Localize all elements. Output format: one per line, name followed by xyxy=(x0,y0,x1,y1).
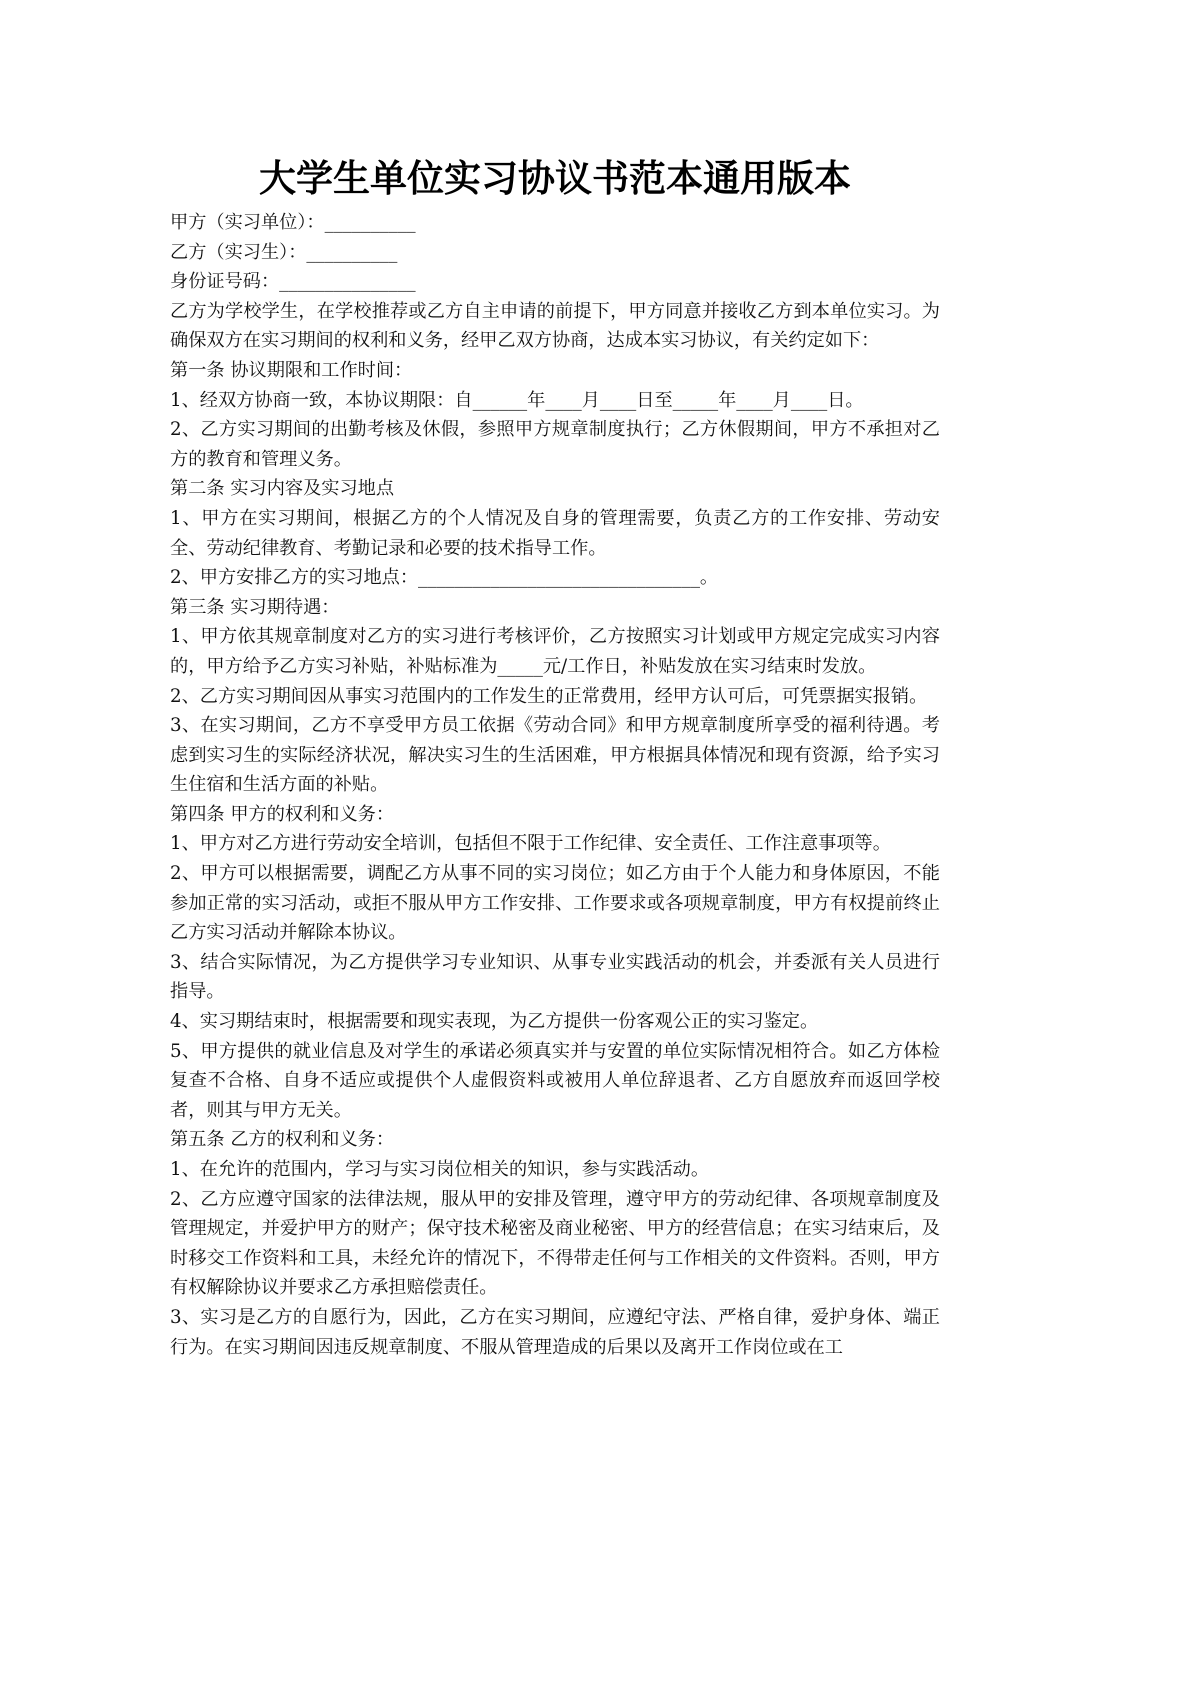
clause: 1、甲方依其规章制度对乙方的实习进行考核评价，乙方按照实习计划或甲方规定完成实习内容的，甲方给予乙方实习补贴，补贴标准为_____元/工作日，补贴发放在实习结束时发放。 xyxy=(170,626,940,677)
header-fields xyxy=(170,208,940,297)
article-heading: 第三条 实习期待遇： xyxy=(170,596,340,618)
party-b-blank: __________ xyxy=(306,241,398,263)
clause: 5、甲方提供的就业信息及对学生的承诺必须真实并与安置的单位实际情况相符合。如乙方体检复查不合格、自身不适应或提供个人虚假资料或被用人单位辞退者、乙方自愿放弃而返回学校者，则其与甲方无关。 xyxy=(170,1040,940,1121)
party-a-label: 甲方（实习单位）： xyxy=(170,212,325,233)
clause: 1、经双方协商一致，本协议期限：自______年____月____日至_____年____月____日。 xyxy=(170,389,864,411)
article-1 xyxy=(170,356,940,474)
clause: 1、甲方对乙方进行劳动安全培训，包括但不限于工作纪律、安全责任、工作注意事项等。 xyxy=(170,833,891,855)
clause: 1、甲方在实习期间，根据乙方的个人情况及自身的管理需要，负责乙方的工作安排、劳动安全、劳动纪律教育、考勤记录和必要的技术指导工作。 xyxy=(170,507,940,559)
party-b-label: 乙方（实习生）： xyxy=(170,241,307,263)
clause: 1、在允许的范围内，学习与实习岗位相关的知识，参与实践活动。 xyxy=(170,1159,710,1180)
clause: 4、实习期结束时，根据需要和现实表现，为乙方提供一份客观公正的实习鉴定。 xyxy=(170,1011,819,1033)
clause: 2、甲方安排乙方的实习地点：_______________________________。 xyxy=(170,567,719,589)
document-page xyxy=(170,150,940,1362)
party-b-field xyxy=(170,238,940,268)
article-heading: 第五条 乙方的权利和义务： xyxy=(170,1129,395,1151)
id-number-label: 身份证号码： xyxy=(170,271,280,293)
id-number-field xyxy=(170,267,940,297)
article-3 xyxy=(170,593,940,800)
preamble-paragraph: 乙方为学校学生，在学校推荐或乙方自主申请的前提下，甲方同意并接收乙方到本单位实习。为确保双方在实习期间的权利和义务，经甲乙双方协商，达成本实习协议，有关约定如下： xyxy=(170,300,940,352)
article-heading: 第四条 甲方的权利和义务： xyxy=(170,803,395,825)
clause: 3、结合实际情况，为乙方提供学习专业知识、从事专业实践活动的机会，并委派有关人员进行指导。 xyxy=(170,951,940,1003)
document-title: 大学生单位实习协议书范本通用版本 xyxy=(259,157,851,200)
clause: 2、甲方可以根据需要，调配乙方从事不同的实习岗位；如乙方由于个人能力和身体原因，不能参加正常的实习活动，或拒不服从甲方工作安排、工作要求或各项规章制度，甲方有权提前终止乙方实习活动并解除本协议。 xyxy=(170,863,940,944)
clause: 3、实习是乙方的自愿行为，因此，乙方在实习期间，应遵纪守法、严格自律，爱护身体、端正行为。在实习期间因违反规章制度、不服从管理造成的后果以及离开工作岗位或在工 xyxy=(170,1306,940,1358)
article-2 xyxy=(170,474,940,592)
id-number-blank: _______________ xyxy=(279,271,416,293)
article-5 xyxy=(170,1125,940,1362)
article-heading: 第二条 实习内容及实习地点 xyxy=(170,478,395,500)
party-a-field xyxy=(170,208,940,238)
clause: 2、乙方应遵守国家的法律法规，服从甲的安排及管理，遵守甲方的劳动纪律、各项规章制度及管理规定，并爱护甲方的财产；保守技术秘密及商业秘密、甲方的经营信息；在实习结束后，及时移交工作资料和工具，未经允许的情况下，不得带走任何与工作相关的文件资料。否则，甲方有权解除协议并要求乙方承担赔偿责任。 xyxy=(170,1188,940,1299)
article-4 xyxy=(170,800,940,1126)
clause: 3、在实习期间，乙方不享受甲方员工依据《劳动合同》和甲方规章制度所享受的福利待遇。考虑到实习生的实际经济状况，解决实习生的生活困难，甲方根据具体情况和现有资源，给予实习生住宿和生活方面的补贴。 xyxy=(170,715,940,796)
clause: 2、乙方实习期间因从事实习范围内的工作发生的正常费用，经甲方认可后，可凭票据实报销。 xyxy=(170,685,928,707)
clause: 2、乙方实习期间的出勤考核及休假，参照甲方规章制度执行；乙方休假期间，甲方不承担对乙方的教育和管理义务。 xyxy=(170,419,940,470)
party-a-blank: __________ xyxy=(324,212,416,233)
article-heading: 第一条 协议期限和工作时间： xyxy=(170,359,413,381)
